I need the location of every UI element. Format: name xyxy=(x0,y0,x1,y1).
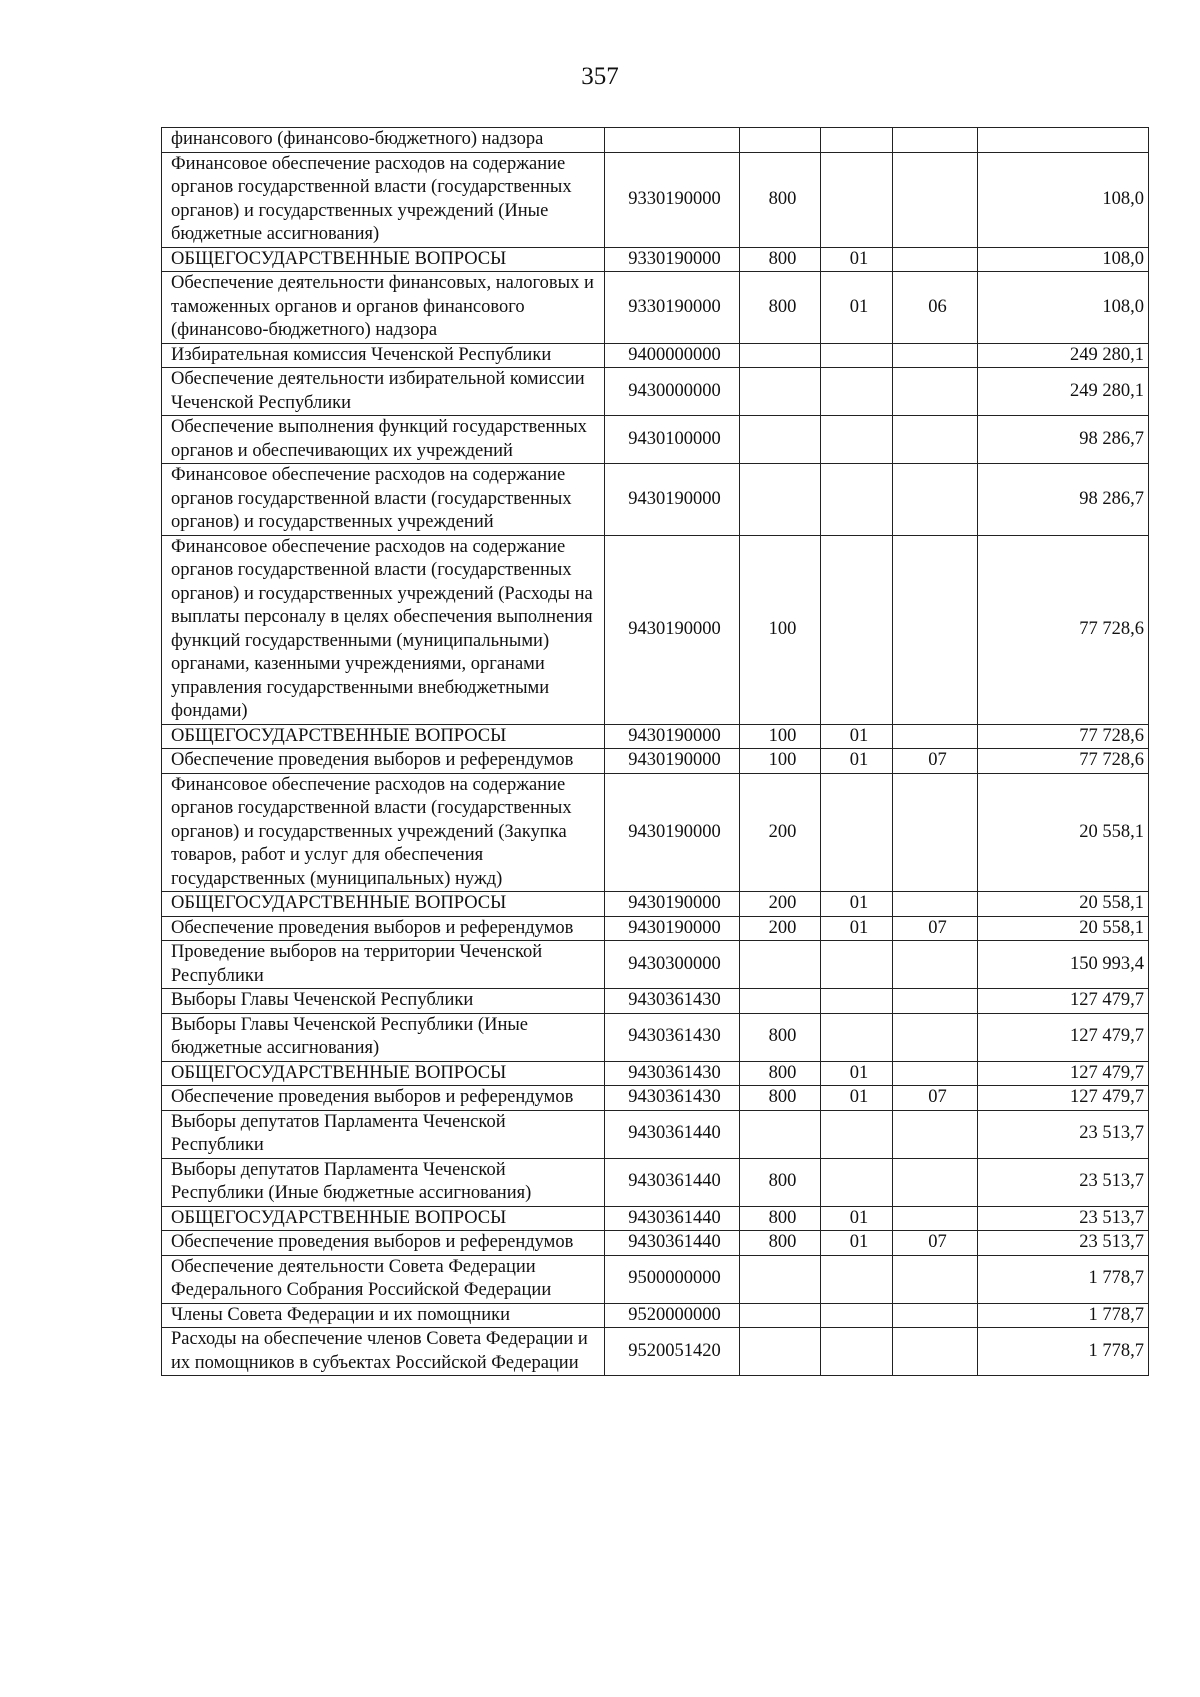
target-code-cell: 9430361430 xyxy=(605,1013,740,1061)
table-row xyxy=(162,1231,1149,1256)
amount-cell: 77 728,6 xyxy=(978,749,1149,774)
subsection-cell xyxy=(893,416,978,464)
section-cell: 01 xyxy=(821,892,893,917)
amount-cell: 1 778,7 xyxy=(978,1303,1149,1328)
amount-cell: 127 479,7 xyxy=(978,1061,1149,1086)
amount-cell: 127 479,7 xyxy=(978,1013,1149,1061)
amount-cell: 23 513,7 xyxy=(978,1158,1149,1206)
row-name-cell: Финансовое обеспечение расходов на содержание органов государственной власти (государственных органов) и государственных учреждений (Расходы на выплаты персоналу в целях обеспечения выполнения функций государственными (муниципальными) органами, казенными учреждениями, органами управления государственными внебюджетными фондами) xyxy=(162,535,605,724)
target-code-cell: 9520051420 xyxy=(605,1328,740,1376)
row-name-cell: финансового (финансово-бюджетного) надзора xyxy=(162,128,605,153)
expense-type-cell: 800 xyxy=(740,152,821,247)
target-code-cell: 9330190000 xyxy=(605,152,740,247)
amount-cell xyxy=(978,128,1149,153)
row-name-cell: Выборы депутатов Парламента Чеченской Республики (Иные бюджетные ассигнования) xyxy=(162,1158,605,1206)
amount-cell: 1 778,7 xyxy=(978,1328,1149,1376)
table-row xyxy=(162,272,1149,344)
table-row xyxy=(162,1206,1149,1231)
expense-type-cell xyxy=(740,989,821,1014)
table-row xyxy=(162,773,1149,892)
row-name-cell: Финансовое обеспечение расходов на содержание органов государственной власти (государственных органов) и государственных учреждений xyxy=(162,464,605,536)
expense-type-cell: 800 xyxy=(740,1231,821,1256)
subsection-cell: 06 xyxy=(893,272,978,344)
target-code-cell: 9430190000 xyxy=(605,892,740,917)
target-code-cell: 9500000000 xyxy=(605,1255,740,1303)
amount-cell: 127 479,7 xyxy=(978,1086,1149,1111)
amount-cell: 108,0 xyxy=(978,272,1149,344)
row-name-cell: Обеспечение проведения выборов и референдумов xyxy=(162,749,605,774)
section-cell: 01 xyxy=(821,1231,893,1256)
amount-cell: 77 728,6 xyxy=(978,724,1149,749)
section-cell: 01 xyxy=(821,916,893,941)
subsection-cell xyxy=(893,247,978,272)
expense-type-cell xyxy=(740,368,821,416)
target-code-cell: 9430000000 xyxy=(605,368,740,416)
table-row xyxy=(162,152,1149,247)
expense-type-cell: 200 xyxy=(740,773,821,892)
table-row xyxy=(162,916,1149,941)
table-row xyxy=(162,1110,1149,1158)
row-name-cell: Выборы Главы Чеченской Республики xyxy=(162,989,605,1014)
expense-type-cell xyxy=(740,1303,821,1328)
subsection-cell xyxy=(893,941,978,989)
target-code-cell xyxy=(605,128,740,153)
row-name-cell: Обеспечение деятельности избирательной комиссии Чеченской Республики xyxy=(162,368,605,416)
budget-table-body xyxy=(162,128,1149,1376)
expense-type-cell: 200 xyxy=(740,916,821,941)
row-name-cell: Обеспечение проведения выборов и референдумов xyxy=(162,916,605,941)
section-cell: 01 xyxy=(821,272,893,344)
subsection-cell xyxy=(893,128,978,153)
expense-type-cell xyxy=(740,1328,821,1376)
amount-cell: 98 286,7 xyxy=(978,464,1149,536)
target-code-cell: 9430190000 xyxy=(605,773,740,892)
section-cell xyxy=(821,416,893,464)
expense-type-cell: 800 xyxy=(740,1158,821,1206)
amount-cell: 23 513,7 xyxy=(978,1110,1149,1158)
row-name-cell: Финансовое обеспечение расходов на содержание органов государственной власти (государственных органов) и государственных учреждений (Закупка товаров, работ и услуг для обеспечения государственных (муниципальных) нужд) xyxy=(162,773,605,892)
section-cell xyxy=(821,128,893,153)
table-row xyxy=(162,724,1149,749)
subsection-cell xyxy=(893,1013,978,1061)
table-row xyxy=(162,989,1149,1014)
expense-type-cell xyxy=(740,416,821,464)
subsection-cell xyxy=(893,368,978,416)
row-name-cell: Обеспечение проведения выборов и референдумов xyxy=(162,1086,605,1111)
section-cell xyxy=(821,1013,893,1061)
subsection-cell xyxy=(893,1110,978,1158)
expense-type-cell: 800 xyxy=(740,1206,821,1231)
row-name-cell: ОБЩЕГОСУДАРСТВЕННЫЕ ВОПРОСЫ xyxy=(162,892,605,917)
table-row xyxy=(162,368,1149,416)
section-cell xyxy=(821,343,893,368)
row-name-cell: Обеспечение проведения выборов и референдумов xyxy=(162,1231,605,1256)
target-code-cell: 9430190000 xyxy=(605,749,740,774)
target-code-cell: 9430190000 xyxy=(605,464,740,536)
amount-cell: 1 778,7 xyxy=(978,1255,1149,1303)
amount-cell: 108,0 xyxy=(978,152,1149,247)
row-name-cell: Обеспечение выполнения функций государственных органов и обеспечивающих их учреждений xyxy=(162,416,605,464)
amount-cell: 249 280,1 xyxy=(978,368,1149,416)
subsection-cell: 07 xyxy=(893,1231,978,1256)
table-row xyxy=(162,1158,1149,1206)
amount-cell: 249 280,1 xyxy=(978,343,1149,368)
amount-cell: 127 479,7 xyxy=(978,989,1149,1014)
expense-type-cell: 100 xyxy=(740,749,821,774)
target-code-cell: 9430361440 xyxy=(605,1110,740,1158)
expense-type-cell: 800 xyxy=(740,1013,821,1061)
section-cell: 01 xyxy=(821,724,893,749)
section-cell xyxy=(821,1158,893,1206)
section-cell xyxy=(821,1328,893,1376)
section-cell xyxy=(821,773,893,892)
table-row xyxy=(162,1328,1149,1376)
amount-cell: 20 558,1 xyxy=(978,916,1149,941)
table-row xyxy=(162,343,1149,368)
subsection-cell: 07 xyxy=(893,749,978,774)
row-name-cell: Расходы на обеспечение членов Совета Федерации и их помощников в субъектах Российской Федерации xyxy=(162,1328,605,1376)
expense-type-cell xyxy=(740,343,821,368)
row-name-cell: Обеспечение деятельности Совета Федерации Федерального Собрания Российской Федерации xyxy=(162,1255,605,1303)
amount-cell: 77 728,6 xyxy=(978,535,1149,724)
row-name-cell: Обеспечение деятельности финансовых, налоговых и таможенных органов и органов финансового (финансово-бюджетного) надзора xyxy=(162,272,605,344)
subsection-cell xyxy=(893,892,978,917)
section-cell xyxy=(821,464,893,536)
subsection-cell: 07 xyxy=(893,1086,978,1111)
subsection-cell xyxy=(893,343,978,368)
amount-cell: 23 513,7 xyxy=(978,1206,1149,1231)
subsection-cell xyxy=(893,1061,978,1086)
subsection-cell xyxy=(893,152,978,247)
table-row xyxy=(162,128,1149,153)
expense-type-cell: 800 xyxy=(740,247,821,272)
table-row xyxy=(162,1013,1149,1061)
expense-type-cell xyxy=(740,941,821,989)
table-row xyxy=(162,535,1149,724)
subsection-cell xyxy=(893,724,978,749)
row-name-cell: Избирательная комиссия Чеченской Республики xyxy=(162,343,605,368)
section-cell xyxy=(821,1255,893,1303)
amount-cell: 150 993,4 xyxy=(978,941,1149,989)
amount-cell: 108,0 xyxy=(978,247,1149,272)
target-code-cell: 9430361440 xyxy=(605,1158,740,1206)
amount-cell: 20 558,1 xyxy=(978,892,1149,917)
target-code-cell: 9430190000 xyxy=(605,535,740,724)
target-code-cell: 9400000000 xyxy=(605,343,740,368)
section-cell xyxy=(821,989,893,1014)
expense-type-cell xyxy=(740,128,821,153)
budget-table xyxy=(161,127,1149,1376)
target-code-cell: 9430361430 xyxy=(605,989,740,1014)
subsection-cell xyxy=(893,464,978,536)
section-cell xyxy=(821,1303,893,1328)
row-name-cell: Проведение выборов на территории Чеченской Республики xyxy=(162,941,605,989)
table-row xyxy=(162,892,1149,917)
row-name-cell: ОБЩЕГОСУДАРСТВЕННЫЕ ВОПРОСЫ xyxy=(162,1206,605,1231)
table-row xyxy=(162,749,1149,774)
subsection-cell xyxy=(893,1303,978,1328)
expense-type-cell: 800 xyxy=(740,1086,821,1111)
target-code-cell: 9430300000 xyxy=(605,941,740,989)
section-cell xyxy=(821,941,893,989)
row-name-cell: Финансовое обеспечение расходов на содержание органов государственной власти (государственных органов) и государственных учреждений (Иные бюджетные ассигнования) xyxy=(162,152,605,247)
target-code-cell: 9430100000 xyxy=(605,416,740,464)
target-code-cell: 9430190000 xyxy=(605,916,740,941)
section-cell: 01 xyxy=(821,1061,893,1086)
expense-type-cell xyxy=(740,464,821,536)
table-row xyxy=(162,416,1149,464)
expense-type-cell: 800 xyxy=(740,1061,821,1086)
row-name-cell: ОБЩЕГОСУДАРСТВЕННЫЕ ВОПРОСЫ xyxy=(162,724,605,749)
amount-cell: 20 558,1 xyxy=(978,773,1149,892)
subsection-cell xyxy=(893,989,978,1014)
page-number: 357 xyxy=(581,63,619,90)
table-row xyxy=(162,941,1149,989)
subsection-cell: 07 xyxy=(893,916,978,941)
expense-type-cell xyxy=(740,1255,821,1303)
table-row xyxy=(162,1255,1149,1303)
section-cell: 01 xyxy=(821,1206,893,1231)
subsection-cell xyxy=(893,1328,978,1376)
table-row xyxy=(162,247,1149,272)
target-code-cell: 9430361430 xyxy=(605,1061,740,1086)
target-code-cell: 9430190000 xyxy=(605,724,740,749)
table-row xyxy=(162,1086,1149,1111)
subsection-cell xyxy=(893,1255,978,1303)
table-row xyxy=(162,464,1149,536)
target-code-cell: 9430361440 xyxy=(605,1206,740,1231)
expense-type-cell: 800 xyxy=(740,272,821,344)
target-code-cell: 9430361440 xyxy=(605,1231,740,1256)
table-row xyxy=(162,1061,1149,1086)
expense-type-cell: 100 xyxy=(740,724,821,749)
row-name-cell: Выборы депутатов Парламента Чеченской Республики xyxy=(162,1110,605,1158)
amount-cell: 23 513,7 xyxy=(978,1231,1149,1256)
section-cell: 01 xyxy=(821,749,893,774)
subsection-cell xyxy=(893,773,978,892)
row-name-cell: ОБЩЕГОСУДАРСТВЕННЫЕ ВОПРОСЫ xyxy=(162,247,605,272)
section-cell xyxy=(821,535,893,724)
section-cell xyxy=(821,1110,893,1158)
subsection-cell xyxy=(893,535,978,724)
amount-cell: 98 286,7 xyxy=(978,416,1149,464)
target-code-cell: 9330190000 xyxy=(605,247,740,272)
target-code-cell: 9330190000 xyxy=(605,272,740,344)
row-name-cell: Члены Совета Федерации и их помощники xyxy=(162,1303,605,1328)
section-cell: 01 xyxy=(821,247,893,272)
target-code-cell: 9430361430 xyxy=(605,1086,740,1111)
table-row xyxy=(162,1303,1149,1328)
row-name-cell: Выборы Главы Чеченской Республики (Иные бюджетные ассигнования) xyxy=(162,1013,605,1061)
row-name-cell: ОБЩЕГОСУДАРСТВЕННЫЕ ВОПРОСЫ xyxy=(162,1061,605,1086)
expense-type-cell xyxy=(740,1110,821,1158)
section-cell: 01 xyxy=(821,1086,893,1111)
subsection-cell xyxy=(893,1206,978,1231)
subsection-cell xyxy=(893,1158,978,1206)
section-cell xyxy=(821,152,893,247)
section-cell xyxy=(821,368,893,416)
expense-type-cell: 100 xyxy=(740,535,821,724)
expense-type-cell: 200 xyxy=(740,892,821,917)
target-code-cell: 9520000000 xyxy=(605,1303,740,1328)
